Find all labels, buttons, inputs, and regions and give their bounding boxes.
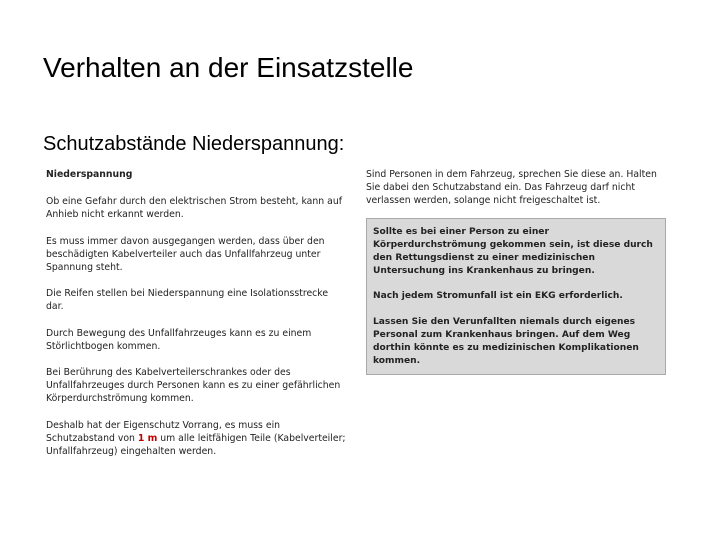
left-column [46, 168, 348, 471]
eigenschutz-text-after: um alle leitfähigen Teile (Kabelverteiler; Unfallfahrzeug) eingehalten werden. [46, 432, 346, 458]
slide-subtitle: Schutzabstände Niederspannung: [43, 133, 345, 155]
paragraph-personen: Sind Personen in dem Fahrzeug, sprechen Sie diese an. Halten Sie dabei den Schutzabstand ein. Das Fahrzeug darf nicht verlassen werden, solange nicht freigeschaltet ist. [366, 169, 657, 207]
paragraph-gefahr: Ob eine Gefahr durch den elektrischen Strom besteht, kann auf Anhieb nicht erkannt werden. [46, 196, 342, 221]
eigenschutz-text-before: Deshalb hat der Eigenschutz Vorrang, es muss ein Schutzabstand von [46, 419, 281, 444]
slide-title: Verhalten an der Einsatzstelle [43, 52, 414, 83]
box-paragraph-ekg: Nach jedem Stromunfall ist ein EKG erforderlich. [373, 291, 623, 302]
distance-value: 1 m [137, 432, 158, 444]
scanned-text-image [46, 168, 674, 468]
paragraph-eigenschutz [46, 419, 348, 459]
paragraph-reifen: Die Reifen stellen bei Niederspannung eine Isolationsstrecke dar. [46, 288, 329, 313]
box-paragraph-rettungsdienst: Sollte es bei einer Person zu einer Körperdurchströmung gekommen sein, ist diese durch den Rettungsdienst zu einer medizinischen Untersuchung ins Krankenhaus zu bringen. [373, 226, 653, 277]
section-heading: Niederspannung [46, 169, 133, 180]
paragraph-spannung: Es muss immer davon ausgegangen werden, dass über den beschädigten Kabelverteiler auch das Unfallfahrzeug unter Spannung steht. [46, 235, 325, 274]
paragraph-beruehrung: Bei Berührung des Kabelverteilerschrankes oder des Unfallfahrzeuges durch Personen kann es zu einer gefährlichen Körperdurchströmung kommen. [46, 367, 341, 405]
right-column [366, 168, 666, 375]
box-paragraph-personal: Lassen Sie den Verunfallten niemals durch eigenes Personal zum Krankenhaus bringen. Auf dem Weg dorthin könnte es zu medizinischen Komplikationen kommen. [373, 316, 639, 367]
paragraph-stoerlichtbogen: Durch Bewegung des Unfallfahrzeuges kann es zu einem Störlichtbogen kommen. [46, 327, 312, 352]
info-box [366, 218, 666, 376]
